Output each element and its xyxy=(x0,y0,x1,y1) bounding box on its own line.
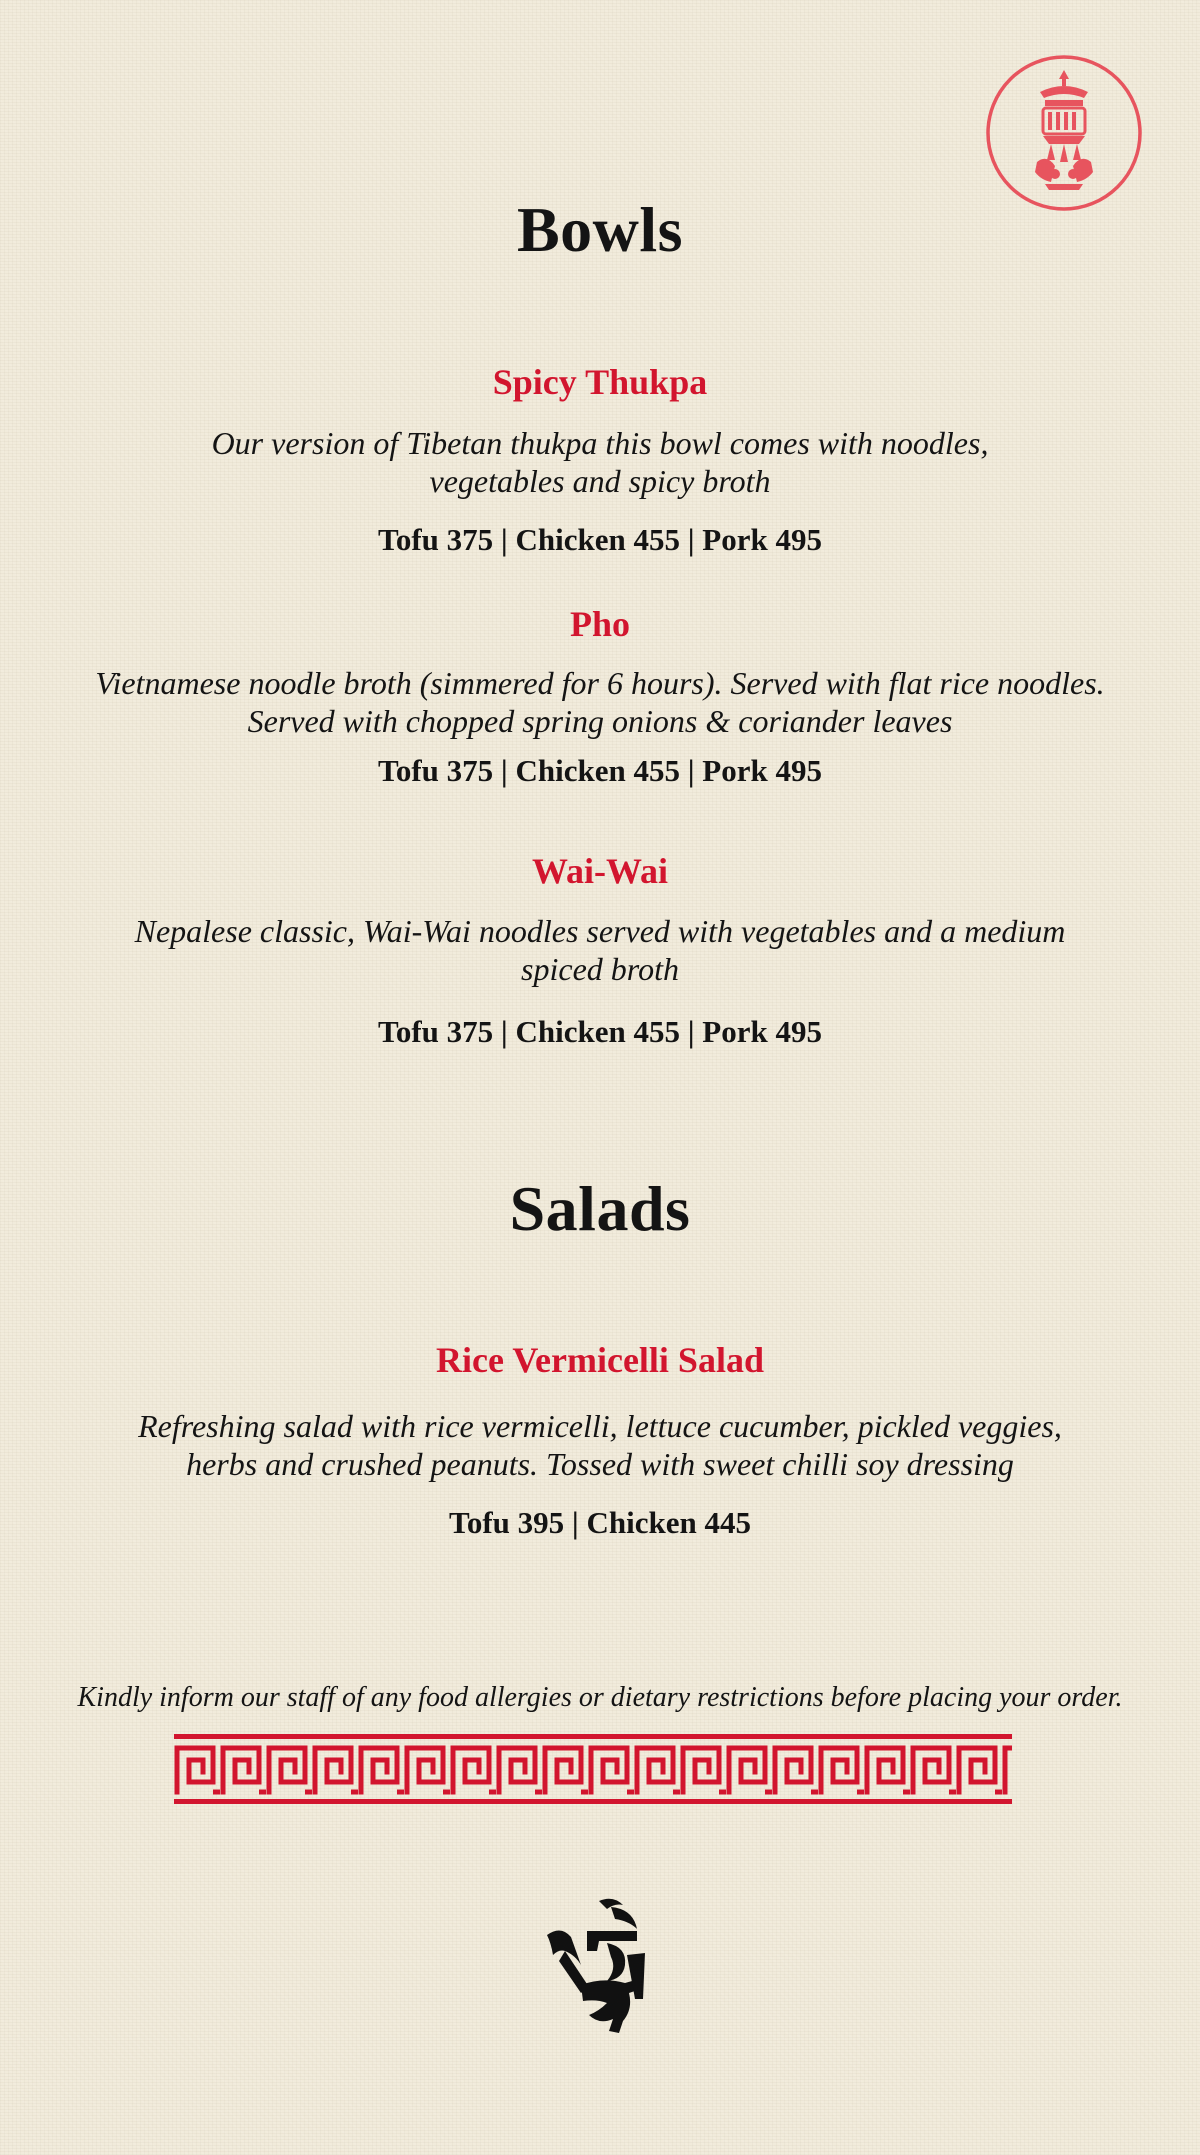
description-line: Refreshing salad with rice vermicelli, lettuce cucumber, pickled veggies, xyxy=(138,1408,1062,1444)
item-description-pho xyxy=(0,664,1200,740)
description-line: Our version of Tibetan thukpa this bowl comes with noodles, xyxy=(211,425,989,461)
item-price-spicy-thukpa: Tofu 375 | Chicken 455 | Pork 495 xyxy=(378,522,822,557)
description-line: spiced broth xyxy=(521,951,679,987)
prayer-wheel-seal-icon xyxy=(985,54,1143,212)
section-title-bowls: Bowls xyxy=(516,194,684,265)
item-price-wai-wai: Tofu 375 | Chicken 455 | Pork 495 xyxy=(378,1014,822,1049)
allergy-note: Kindly inform our staff of any food allergies or dietary restrictions before placing your order. xyxy=(77,1682,1123,1713)
greek-key-border-icon xyxy=(174,1734,1012,1804)
description-line: vegetables and spicy broth xyxy=(429,463,771,499)
item-description-wai-wai xyxy=(0,912,1200,988)
description-line: Served with chopped spring onions & coriander leaves xyxy=(247,703,953,739)
item-price-pho: Tofu 375 | Chicken 455 | Pork 495 xyxy=(378,753,822,788)
section-title-salads: Salads xyxy=(509,1173,691,1244)
item-name-rice-vermicelli-salad: Rice Vermicelli Salad xyxy=(436,1340,764,1380)
item-price-rice-vermicelli-salad: Tofu 395 | Chicken 445 xyxy=(449,1505,751,1540)
item-description-rice-vermicelli-salad xyxy=(0,1407,1200,1483)
description-line: Vietnamese noodle broth (simmered for 6 hours). Served with flat rice noodles. xyxy=(95,665,1105,701)
tibetan-seed-syllable-icon xyxy=(541,1895,663,2035)
description-line: herbs and crushed peanuts. Tossed with sweet chilli soy dressing xyxy=(186,1446,1014,1482)
item-name-spicy-thukpa: Spicy Thukpa xyxy=(492,362,708,402)
item-name-pho: Pho xyxy=(569,604,630,644)
description-line: Nepalese classic, Wai-Wai noodles served with vegetables and a medium xyxy=(134,913,1066,949)
item-description-spicy-thukpa xyxy=(0,424,1200,500)
item-name-wai-wai: Wai-Wai xyxy=(531,851,669,891)
